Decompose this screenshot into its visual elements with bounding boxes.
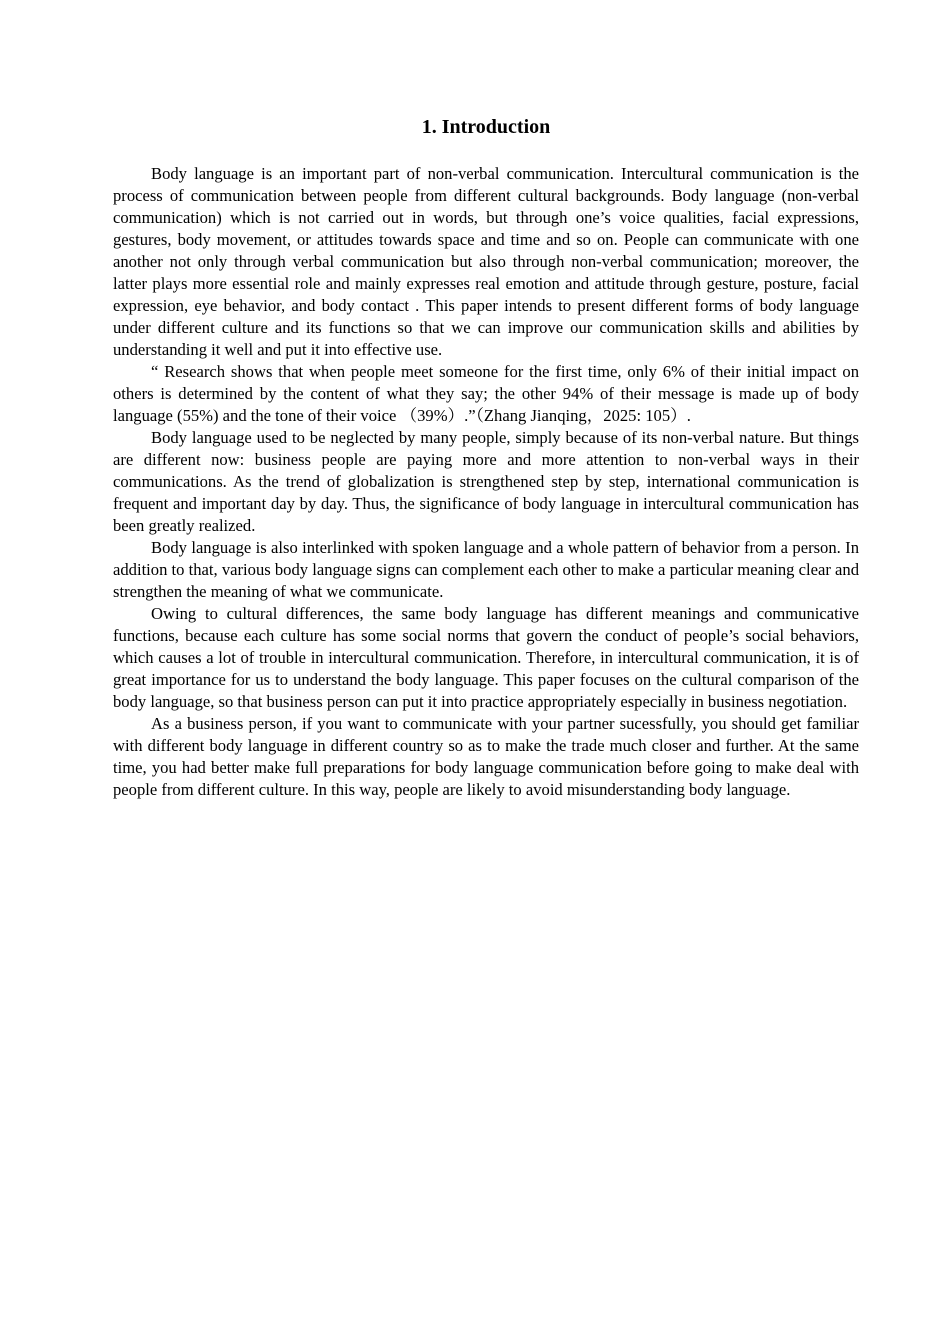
paragraph-interlinked: Body language is also interlinked with spoken language and a whole pattern of behavior from a person. In addition to that, various body language signs can complement each other to make a particular meaning clear and strengthen the meaning of what we communicate. bbox=[113, 538, 859, 601]
paragraph-research-quote: “ Research shows that when people meet someone for the first time, only 6% of their initial impact on others is determined by the content of what they say; the other 94% of their message is made up of body language (55%) and the tone of their voice （39%）.”（Zhang Jianqing，2025: 105）. bbox=[113, 362, 859, 425]
paragraph-neglected: Body language used to be neglected by many people, simply because of its non-verbal nature. But things are different now: business people are paying more and more attention to non-verbal ways in their communications. As the trend of globalization is strengthened step by step, international communication is frequent and important day by day. Thus, the significance of body language in intercultural communication has been greatly realized. bbox=[113, 428, 859, 535]
document-body bbox=[113, 113, 859, 801]
paragraph-intro: Body language is an important part of non-verbal communication. Intercultural communication is the process of communication between people from different cultural backgrounds. Body language (non-verbal communication) which is not carried out in words, but through one’s voice qualities, facial expressions, gestures, body movement, or attitudes towards space and time and so on. People can communicate with one another not only through verbal communication but also through non-verbal communication; moreover, the latter plays more essential role and mainly expresses real emotion and attitude through gesture, posture, facial expression, eye behavior, and body contact . This paper intends to present different forms of body language under different culture and its functions so that we can improve our communication skills and abilities by understanding it well and put it into effective use. bbox=[113, 164, 859, 359]
paragraph-cultural-differences: Owing to cultural differences, the same body language has different meanings and communicative functions, because each culture has some social norms that govern the conduct of people’s social behaviors, which causes a lot of trouble in intercultural communication. Therefore, in intercultural communication, it is of great importance for us to understand the body language. This paper focuses on the cultural comparison of the body language, so that business person can put it into practice appropriately especially in business negotiation. bbox=[113, 604, 859, 711]
paragraph-business-person: As a business person, if you want to communicate with your partner sucessfully, you should get familiar with different body language in different country so as to make the trade much closer and further. At the same time, you had better make full preparations for body language communication before going to make deal with people from different culture. In this way, people are likely to avoid misunderstanding body language. bbox=[113, 714, 859, 799]
section-heading: 1. Introduction bbox=[421, 116, 551, 138]
